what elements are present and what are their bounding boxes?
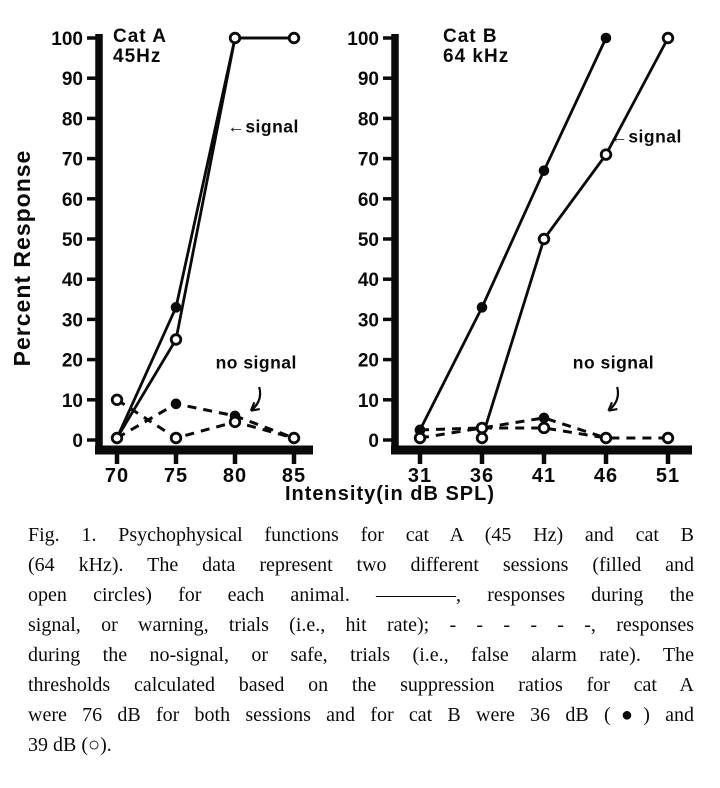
no-signal-label-text: no signal	[572, 352, 655, 373]
x-tick-label: 46	[593, 465, 619, 487]
x-tick-label: 85	[281, 465, 307, 487]
data-point-signal-session2-open	[663, 33, 673, 43]
data-point-no-signal-session2-open	[663, 433, 673, 443]
data-point-signal-session2-open	[539, 234, 549, 244]
y-tick-label: 10	[357, 390, 379, 412]
series-line-no-signal-session2-open	[117, 400, 294, 438]
y-tick-label: 90	[357, 69, 379, 91]
data-point-no-signal-session2-open	[171, 433, 181, 443]
series-line-no-signal-session1-filled	[117, 404, 294, 438]
x-tick-label: 70	[104, 465, 130, 487]
x-axis-title: Intensity(in dB SPL)	[285, 483, 495, 505]
signal-label-text: ←signal	[227, 116, 299, 137]
no-signal-label-text: no signal	[215, 352, 297, 373]
y-tick-label: 60	[357, 189, 379, 211]
data-point-signal-session1-filled	[477, 303, 487, 313]
data-point-signal-session1-filled	[601, 33, 611, 43]
data-point-signal-session2-open	[112, 433, 122, 443]
data-point-signal-session1-filled	[539, 166, 549, 176]
data-point-signal-session2-open	[601, 150, 611, 160]
data-point-no-signal-session2-open	[230, 417, 240, 427]
y-tick-label: 100	[51, 29, 83, 50]
data-point-no-signal-session2-open	[601, 433, 611, 443]
y-tick-label: 70	[357, 149, 379, 171]
y-tick-label: 20	[61, 350, 83, 372]
data-point-signal-session2-open	[230, 33, 240, 43]
caption-line: thresholds calculated based on the suppression ratios for cat A	[28, 674, 694, 696]
y-tick-label: 90	[61, 69, 83, 91]
data-point-no-signal-session2-open	[415, 433, 425, 443]
data-point-no-signal-session1-filled	[171, 399, 181, 409]
y-axis-title: Percent Response	[9, 149, 35, 367]
panel-title: Cat B	[443, 26, 498, 47]
x-tick-label: 41	[531, 465, 557, 487]
x-tick-label: 36	[469, 465, 495, 487]
y-tick-label: 30	[61, 310, 83, 332]
data-point-no-signal-session2-open	[112, 395, 122, 405]
y-tick-label: 100	[347, 29, 379, 50]
data-point-signal-session1-filled	[171, 303, 181, 313]
y-tick-label: 40	[357, 270, 379, 292]
data-point-signal-session2-open	[289, 33, 299, 43]
y-tick-label: 30	[357, 310, 379, 332]
y-tick-label: 70	[61, 149, 83, 171]
x-tick-label: 80	[222, 465, 248, 487]
y-tick-label: 0	[72, 431, 83, 452]
x-tick-label: 75	[163, 465, 189, 487]
caption-line: Fig. 1. Psychophysical functions for cat A (45 Hz) and cat B	[28, 524, 694, 546]
y-tick-label: 80	[357, 109, 379, 131]
y-tick-label: 0	[368, 431, 379, 452]
series-line-signal-session2-open	[482, 38, 668, 438]
caption-line: open circles) for each animal. ————, responses during the	[28, 584, 694, 606]
data-point-no-signal-session1-filled	[539, 413, 549, 423]
caption-line: signal, or warning, trials (i.e., hit rate); - - - - - -, responses	[28, 614, 694, 636]
signal-label-text: ←signal	[610, 126, 682, 147]
y-tick-label: 20	[357, 350, 379, 372]
y-tick-label: 80	[61, 109, 83, 131]
panel-title: 64 kHz	[443, 46, 510, 67]
caption-line: during the no-signal, or safe, trials (i.e., false alarm rate). The	[28, 644, 694, 666]
panel-title: Cat A	[113, 26, 167, 47]
caption-line: 39 dB (○).	[28, 734, 112, 756]
caption-line: (64 kHz). The data represent two different sessions (filled and	[28, 554, 694, 576]
data-point-no-signal-session2-open	[477, 423, 487, 433]
y-tick-label: 10	[61, 390, 83, 412]
caption-line: were 76 dB for both sessions and for cat B were 36 dB (●) and	[28, 704, 694, 726]
data-point-signal-session2-open	[171, 335, 181, 345]
data-point-signal-session2-open	[477, 433, 487, 443]
x-tick-label: 51	[655, 465, 681, 487]
x-tick-label: 31	[407, 465, 433, 487]
figure-caption	[28, 520, 694, 760]
y-tick-label: 50	[61, 230, 83, 251]
y-tick-label: 60	[61, 189, 83, 211]
series-line-signal-session1-filled	[117, 38, 294, 438]
panel-title: 45Hz	[113, 46, 162, 67]
data-point-no-signal-session2-open	[539, 423, 549, 433]
series-line-no-signal-session1-filled	[420, 418, 606, 438]
y-tick-label: 50	[357, 230, 379, 251]
data-point-no-signal-session2-open	[289, 433, 299, 443]
y-tick-label: 40	[61, 270, 83, 292]
